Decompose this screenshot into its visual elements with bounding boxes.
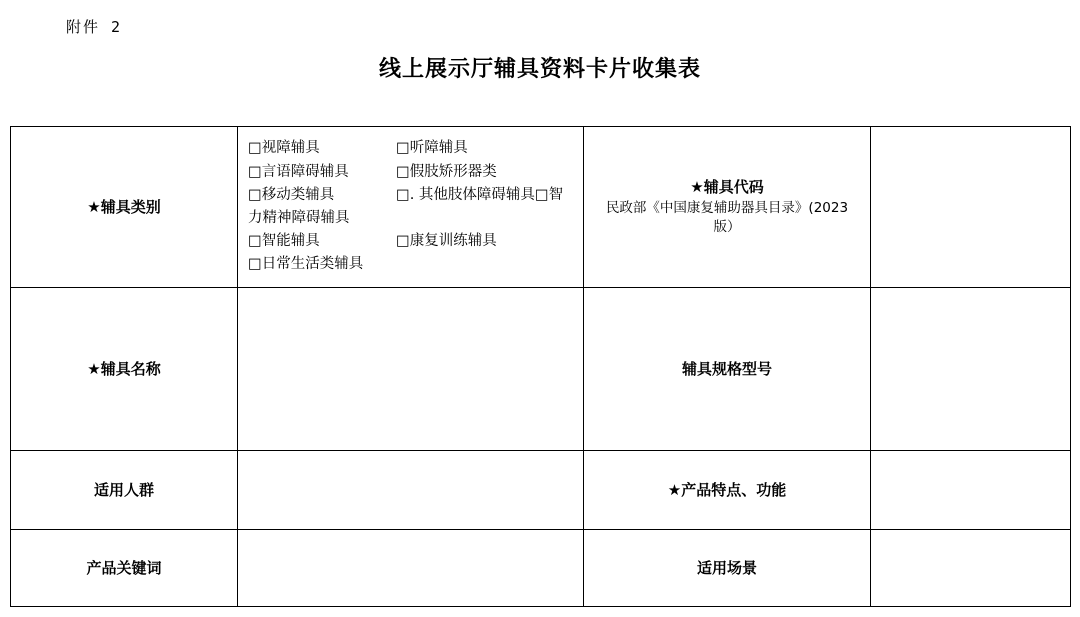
checkbox-line [248,230,577,253]
checkbox-prosthetic-aid[interactable]: □假肢矫形器类 [396,163,497,180]
aid-code-subtitle: 民政部《中国康复辅助器具目录》(2023版） [605,199,849,236]
checkbox-smart-aid[interactable]: □智能辅具 [248,233,320,250]
row-label-aid-name: ★辅具名称 [11,288,238,451]
checkbox-other-limb-aid[interactable]: □. 其他肢体障碍辅具□智 [396,186,564,203]
table-row [11,288,1071,451]
row-label-aid-model: 辅具规格型号 [584,288,871,451]
scenarios-input-cell[interactable] [871,530,1071,607]
row-label-scenarios: 适用场景 [584,530,871,607]
category-checkbox-cell[interactable] [238,127,584,288]
page-title: 线上展示厅辅具资料卡片收集表 [378,56,701,82]
aid-name-input-cell[interactable] [238,288,584,451]
aid-code-title: ★辅具代码 [690,178,764,197]
row-label-target-users: 适用人群 [11,451,238,530]
checkbox-daily-life-aid[interactable]: □日常生活类辅具 [248,256,364,273]
target-users-input-cell[interactable] [238,451,584,530]
aid-info-form-table [10,126,1071,607]
checkbox-hearing-aid[interactable]: □听障辅具 [396,140,468,157]
checkbox-line [248,184,577,207]
attachment-label: 附件 2 [66,18,123,36]
table-row [11,451,1071,530]
product-features-input-cell[interactable] [871,451,1071,530]
table-row [11,127,1071,288]
aid-code-input-cell[interactable] [871,127,1071,288]
checkbox-line [248,253,577,276]
row-label-product-features: ★产品特点、功能 [584,451,871,530]
aid-model-input-cell[interactable] [871,288,1071,451]
checkbox-line [248,137,577,160]
row-label-aid-code [584,127,871,288]
checkbox-visual-aid[interactable]: □视障辅具 [248,140,320,157]
row-label-keywords: 产品关键词 [11,530,238,607]
checkbox-line [248,161,577,184]
checkbox-line [248,207,577,230]
checkbox-rehab-training-aid[interactable]: □康复训练辅具 [396,233,497,250]
checkbox-speech-aid[interactable]: □言语障碍辅具 [248,163,349,180]
checkbox-mobility-aid[interactable]: □移动类辅具 [248,186,335,203]
checkbox-mental-aid-continued[interactable]: 力精神障碍辅具 [248,210,350,226]
checkbox-grid [238,129,583,284]
keywords-input-cell[interactable] [238,530,584,607]
table-row [11,530,1071,607]
row-label-category: ★辅具类别 [11,127,238,288]
